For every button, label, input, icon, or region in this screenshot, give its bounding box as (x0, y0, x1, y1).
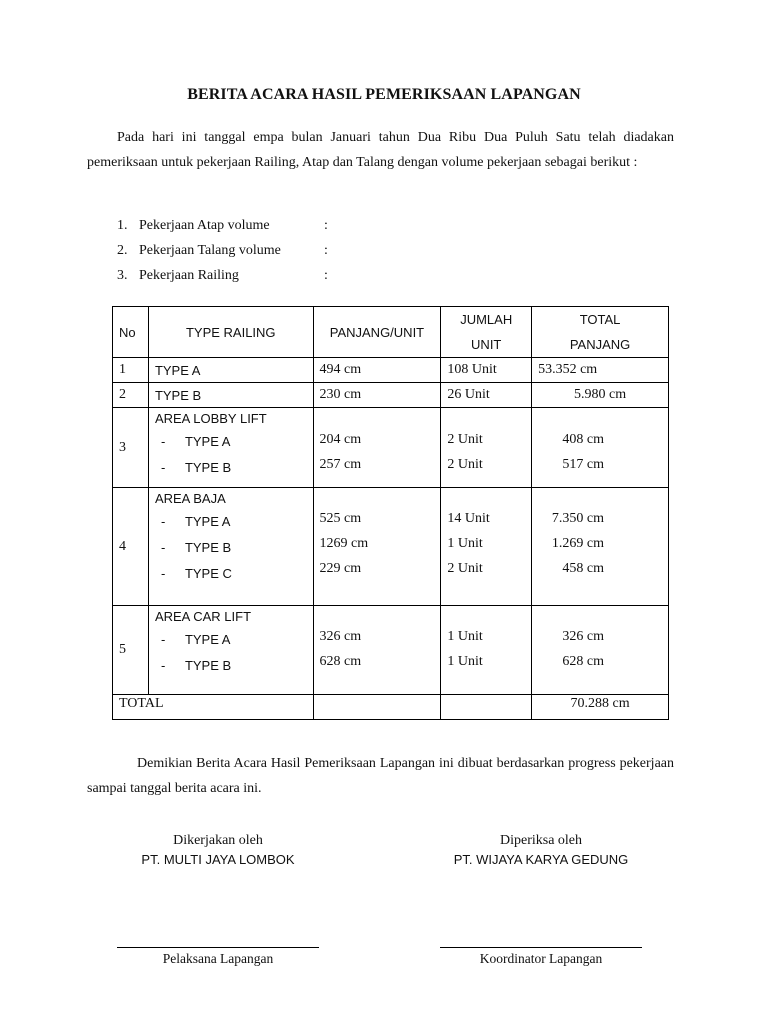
group-item-jumlah: 2 Unit (447, 457, 483, 472)
cell-panjang (313, 488, 441, 606)
group-item-type: TYPE A (184, 632, 231, 647)
cell-panjang (313, 408, 441, 488)
table-group-row (113, 606, 669, 695)
group-item-type: TYPE A (184, 514, 231, 529)
group-item (155, 429, 307, 455)
group-item-type: TYPE A (184, 434, 231, 449)
cell-total (532, 488, 669, 606)
group-item (155, 653, 307, 679)
list-text: Pekerjaan Railing (139, 268, 239, 283)
header-total-panjang (532, 307, 669, 358)
intro-text: Pada hari ini tanggal empa bulan Januari tahun Dua Ribu Dua Puluh Satu telah diadakan pemeriksaan untuk pekerjaan Railing, Atap dan Talang dengan volume pekerjaan sebagai berikut : (87, 130, 674, 170)
group-item-type: TYPE B (184, 460, 232, 475)
table-group-row (113, 408, 669, 488)
group-item (155, 535, 307, 561)
group-item-jumlah: 14 Unit (447, 511, 490, 526)
group-item-type: TYPE B (184, 540, 232, 555)
group-area-label: AREA BAJA (154, 491, 226, 506)
list-colon: : (324, 268, 328, 283)
group-item (155, 561, 307, 587)
group-item (155, 627, 307, 653)
total-value: 70.288 cm (532, 695, 669, 720)
group-item-type: TYPE B (184, 658, 232, 673)
group-item-jumlah: 1 Unit (447, 629, 483, 644)
signature-company: PT. MULTI JAYA LOMBOK (141, 852, 295, 867)
group-item-total: 458 cm (562, 561, 604, 576)
signature-block-left (117, 832, 319, 870)
signature-line-left (117, 947, 319, 948)
cell-no: 2 (113, 383, 149, 408)
document-title: BERITA ACARA HASIL PEMERIKSAAN LAPANGAN (187, 86, 581, 103)
group-item-panjang: 257 cm (319, 457, 362, 472)
cell-jumlah (441, 488, 532, 606)
header-panjang-unit: PANJANG/UNIT (313, 307, 441, 358)
cell-group-types (148, 488, 313, 606)
table-row (113, 383, 669, 408)
dash-bullet: - (160, 434, 166, 449)
cell-no: 3 (113, 408, 149, 488)
intro-paragraph (87, 125, 674, 175)
group-item-total: 408 cm (562, 432, 604, 447)
header-jumlah-line2: UNIT (471, 337, 502, 352)
group-item-total: 628 cm (562, 654, 604, 669)
cell-no: 1 (113, 358, 149, 383)
cell-type: TYPE A (148, 358, 313, 383)
header-jumlah-unit (441, 307, 532, 358)
cell-total: 5.980 cm (532, 383, 669, 408)
signature-block-right (440, 832, 642, 870)
signature-position-left: Pelaksana Lapangan (162, 951, 274, 966)
group-item-panjang: 204 cm (319, 432, 362, 447)
group-item-type: TYPE C (184, 566, 232, 581)
group-area-label: AREA CAR LIFT (154, 609, 252, 624)
cell-no: 4 (113, 488, 149, 606)
cell-group-types (148, 606, 313, 695)
header-type-railing: TYPE RAILING (148, 307, 313, 358)
cell-panjang: 230 cm (313, 383, 441, 408)
group-item-total: 7.350 cm (551, 511, 604, 526)
cell-jumlah (441, 606, 532, 695)
dash-bullet: - (160, 566, 166, 581)
group-item-total: 326 cm (562, 629, 604, 644)
header-no: No (113, 307, 149, 358)
group-item-jumlah: 2 Unit (447, 561, 483, 576)
dash-bullet: - (160, 632, 166, 647)
cell-jumlah (441, 408, 532, 488)
signature-role: Diperiksa oleh (499, 833, 583, 848)
group-item-jumlah: 1 Unit (447, 536, 483, 551)
group-item-total: 1.269 cm (551, 536, 604, 551)
dash-bullet: - (160, 658, 166, 673)
dash-bullet: - (160, 540, 166, 555)
header-total-line2: PANJANG (569, 337, 631, 352)
table-total-row (113, 695, 669, 720)
closing-text: Demikian Berita Acara Hasil Pemeriksaan Lapangan ini dibuat berdasarkan progress pekerjaan sampai tanggal berita acara ini. (87, 756, 674, 796)
group-item-panjang: 525 cm (319, 511, 362, 526)
cell-jumlah: 26 Unit (441, 383, 532, 408)
cell-group-types (148, 408, 313, 488)
group-item-panjang: 326 cm (319, 629, 362, 644)
cell-total: 53.352 cm (532, 358, 669, 383)
list-number: 3. (117, 268, 128, 283)
cell-type: TYPE B (148, 383, 313, 408)
closing-paragraph (87, 751, 674, 801)
signature-role: Dikerjakan oleh (173, 833, 263, 848)
list-number: 1. (117, 218, 128, 233)
header-jumlah-line1: JUMLAH (460, 312, 513, 327)
signature-company: PT. WIJAYA KARYA GEDUNG (453, 852, 629, 867)
group-item-panjang: 1269 cm (319, 536, 369, 551)
group-item-jumlah: 1 Unit (447, 654, 483, 669)
cell-panjang (313, 606, 441, 695)
group-item (155, 509, 307, 535)
list-colon: : (324, 218, 328, 233)
cell-total (532, 606, 669, 695)
dash-bullet: - (160, 460, 166, 475)
railing-table (112, 306, 669, 720)
table-header-row (113, 307, 669, 358)
group-item-panjang: 628 cm (319, 654, 362, 669)
total-empty-cell (441, 695, 532, 720)
signature-position-right: Koordinator Lapangan (479, 951, 603, 966)
cell-total (532, 408, 669, 488)
cell-jumlah: 108 Unit (441, 358, 532, 383)
cell-no: 5 (113, 606, 149, 695)
header-total-line1: TOTAL (579, 312, 621, 327)
dash-bullet: - (160, 514, 166, 529)
signature-line-right (440, 947, 642, 948)
group-item-panjang: 229 cm (319, 561, 362, 576)
table-group-row (113, 488, 669, 606)
list-text: Pekerjaan Talang volume (139, 243, 281, 258)
list-text: Pekerjaan Atap volume (139, 218, 270, 233)
table-row (113, 358, 669, 383)
total-label: TOTAL (113, 695, 314, 720)
group-area-label: AREA LOBBY LIFT (154, 411, 267, 426)
total-empty-cell (313, 695, 441, 720)
list-colon: : (324, 243, 328, 258)
group-item-total: 517 cm (562, 457, 604, 472)
group-item-jumlah: 2 Unit (447, 432, 483, 447)
list-number: 2. (117, 243, 128, 258)
group-item (155, 455, 307, 481)
cell-panjang: 494 cm (313, 358, 441, 383)
